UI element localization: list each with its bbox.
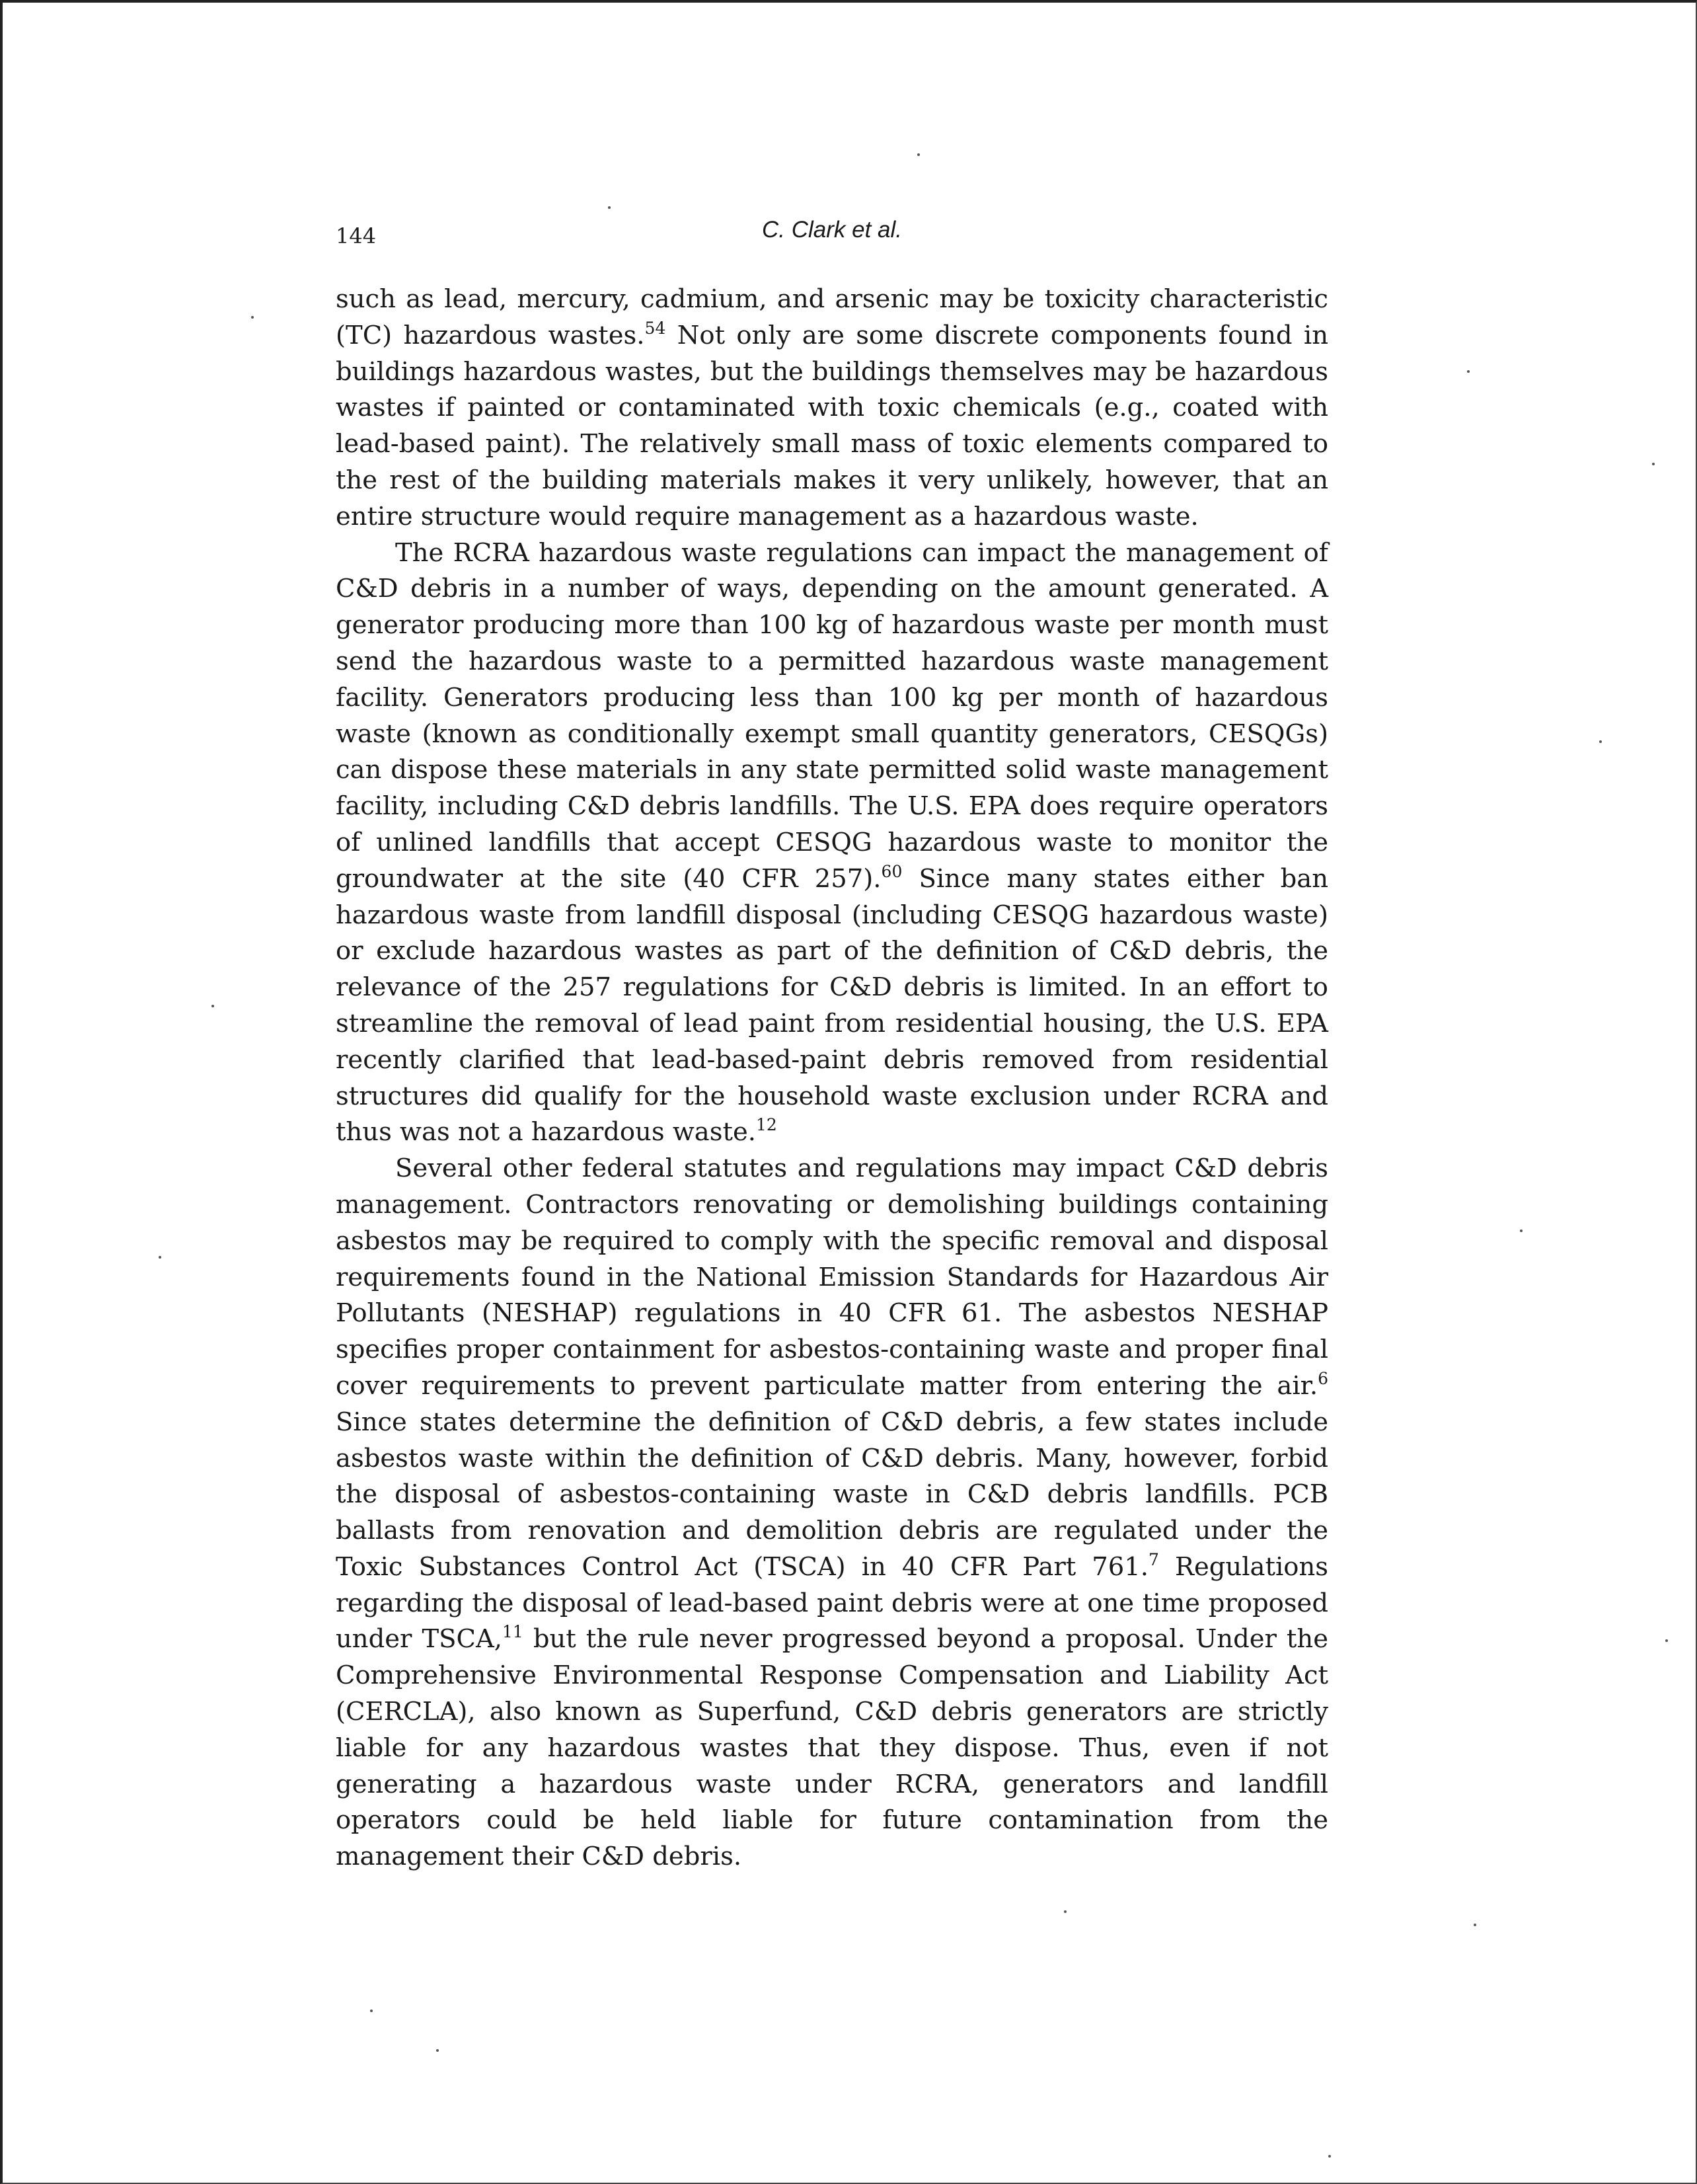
scan-speck (1467, 370, 1470, 373)
citation-superscript: 7 (1149, 1549, 1159, 1569)
scan-speck (251, 316, 254, 319)
paragraph (336, 282, 1328, 535)
scan-speck (1665, 1639, 1668, 1642)
paragraph (336, 535, 1328, 1151)
paragraph-text: Since many states either ban hazardous waste from landfill disposal (including CESQG hazardous waste) or exclude hazardous wastes as part of the definition of C&D debris, the relevance of the 257 regulations for C&D debris is limited. In an effort to streamline the removal of lead paint from residential housing, the U.S. EPA recently clarified that lead-based-paint debris removed from residential structures did qualify for the household waste exclusion under RCRA and thus was not a hazardous waste. (336, 863, 1328, 1148)
citation-superscript: 12 (756, 1115, 777, 1135)
body-text (336, 282, 1328, 1875)
scan-speck (436, 2049, 439, 2052)
scan-speck (608, 206, 611, 209)
scan-speck (370, 2009, 373, 2012)
citation-superscript: 6 (1318, 1368, 1328, 1388)
citation-superscript: 11 (502, 1622, 523, 1642)
page-number: 144 (336, 223, 377, 249)
scan-speck (1652, 463, 1655, 465)
scan-speck (159, 1256, 161, 1259)
paragraph-text: such as lead, mercury, cadmium, and arsenic may be toxicity characteristic (TC) hazardous wastes. (336, 284, 1328, 350)
paragraph-text: Regulations regarding the disposal of lead-based paint debris were at one time proposed under TSCA, (336, 1551, 1328, 1655)
scan-speck (917, 153, 920, 156)
scan-speck (1520, 1229, 1523, 1232)
citation-superscript: 60 (881, 861, 903, 881)
running-title: C. Clark et al. (762, 217, 902, 243)
scan-speck (211, 1005, 214, 1007)
paragraph-text: but the rule never progressed beyond a proposal. Under the Comprehensive Environmental Response Compensation and Liability Act (CERCLA), also known as Superfund, C&D debris generators are strictly liable for any hazardous wastes that they dispose. Thus, even if not generating a hazardous waste under RCRA, generators and landfill operators could be held liable for future contamination from the management their C&D debris. (336, 1624, 1328, 1872)
paragraph-text: Several other federal statutes and regulations may impact C&D debris management. Contractors renovating or demolishing buildings containing asbestos may be required to comply with the specific removal and disposal requirements found in the National Emission Standards for Hazardous Air Pollutants (NESHAP) regulations in 40 CFR 61. The asbestos NESHAP specifies proper containment for asbestos-containing waste and proper final cover requirements to prevent particulate matter from entering the air. (336, 1153, 1328, 1401)
running-head (336, 217, 1328, 256)
citation-superscript: 54 (644, 318, 666, 338)
scan-speck (1328, 2155, 1331, 2158)
scan-speck (1064, 1910, 1067, 1913)
scan-speck (1474, 1924, 1476, 1926)
paragraph-text: Not only are some discrete components found in buildings hazardous wastes, but the buildings themselves may be hazardous wastes if painted or contaminated with toxic chemicals (e.g., coated with lead-based paint). The relatively small mass of toxic elements compared to the rest of the building materials makes it very unlikely, however, that an entire structure would require management as a hazardous waste. (336, 320, 1328, 531)
scan-speck (1599, 740, 1602, 743)
paragraph (336, 1151, 1328, 1875)
paragraph-text: Since states determine the definition of C&D debris, a few states include asbestos waste within the definition of C&D debris. Many, however, forbid the disposal of asbestos-containing waste in C&D debris landfills. PCB ballasts from renovation and demolition debris are regulated under the Toxic Substances Control Act (TSCA) in 40 CFR Part 761. (336, 1407, 1328, 1582)
paragraph-text: The RCRA hazardous waste regulations can impact the management of C&D debris in a number of ways, depending on the amount generated. A generator producing more than 100 kg of hazardous waste per month must send the hazardous waste to a permitted hazardous waste management facility. Generators producing less than 100 kg per month of hazardous waste (known as conditionally exempt small quantity generators, CESQGs) can dispose these materials in any state permitted solid waste management facility, including C&D debris landfills. The U.S. EPA does require operators of unlined landfills that accept CESQG hazardous waste to monitor the groundwater at the site (40 CFR 257). (336, 537, 1328, 894)
document-page (336, 217, 1328, 1875)
